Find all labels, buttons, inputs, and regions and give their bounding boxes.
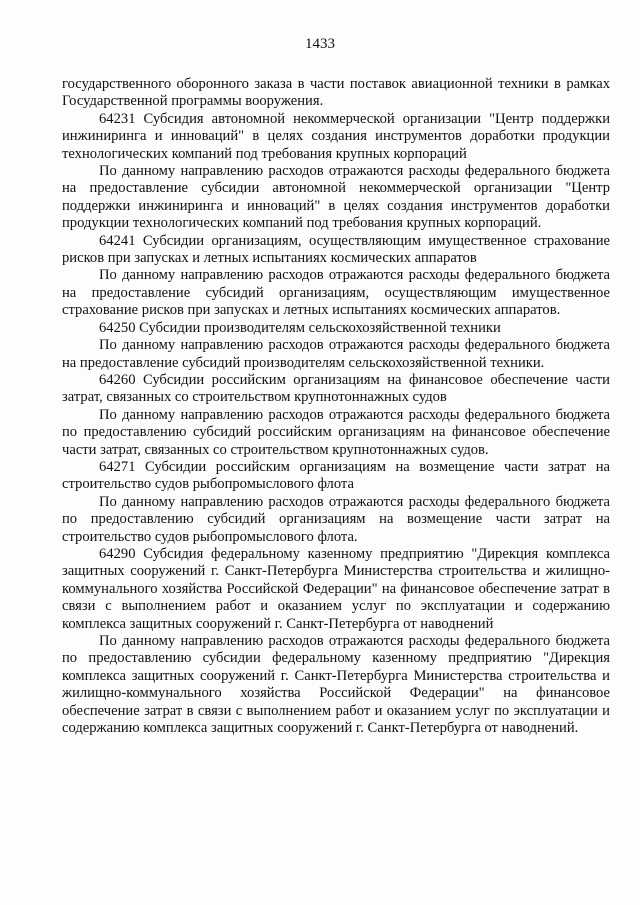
description-64290: По данному направлению расходов отражаются расходы федерального бюджета по предоставлению субсидии федеральному казенному предприятию "Дирекция комплекса защитных сооружений г. Санкт-Петербурга Министерства строительства и жилищно-коммунального хозяйства Российской Федерации" на финансовое обеспечение затрат в связи с выполнением работ и оказанием услуг по эксплуатации и содержанию комплекса защитных сооружений г. Санкт-Петербурга от наводнений. — [62, 633, 610, 737]
heading-64271: 64271 Субсидии российским организациям на возмещение части затрат на строительство судов рыбопромыслового флота — [62, 458, 610, 493]
description-64260: По данному направлению расходов отражаются расходы федерального бюджета по предоставлению субсидий российским организациям на финансовое обеспечение части затрат, связанных со строительством крупнотоннажных судов. — [62, 406, 610, 458]
document-body — [62, 76, 610, 737]
description-64231: По данному направлению расходов отражаются расходы федерального бюджета на предоставление субсидии автономной некоммерческой организации "Центр поддержки инжиниринга и инноваций" в целях создания инструментов доработки продукции технологических компаний под требования крупных корпораций. — [62, 163, 610, 232]
heading-64290: 64290 Субсидия федеральному казенному предприятию "Дирекция комплекса защитных сооружений г. Санкт-Петербурга Министерства строительства и жилищно-коммунального хозяйства Российской Федерации" на финансовое обеспечение затрат в связи с выполнением работ и оказанием услуг по эксплуатации и содержанию комплекса защитных сооружений г. Санкт-Петербурга от наводнений — [62, 545, 610, 632]
page-number: 1433 — [305, 36, 335, 52]
paragraph-continuation: государственного оборонного заказа в части поставок авиационной техники в рамках Государственной программы вооружения. — [62, 76, 610, 110]
description-64241: По данному направлению расходов отражаются расходы федерального бюджета на предоставление субсидий организациям, осуществляющим имущественное страхование рисков при запусках и летных испытаниях космических аппаратов. — [62, 267, 610, 319]
heading-64250: 64250 Субсидии производителям сельскохозяйственной техники — [99, 319, 501, 336]
heading-64231: 64231 Субсидия автономной некоммерческой организации "Центр поддержки инжиниринга и инноваций" в целях создания инструментов доработки продукции технологических компаний под требования крупных корпораций — [62, 110, 610, 162]
heading-64260: 64260 Субсидии российским организациям на финансовое обеспечение части затрат, связанных со строительством крупнотоннажных судов — [62, 371, 610, 406]
heading-64241: 64241 Субсидии организациям, осуществляющим имущественное страхование рисков при запусках и летных испытаниях космических аппаратов — [62, 232, 610, 267]
description-64271: По данному направлению расходов отражаются расходы федерального бюджета по предоставлению субсидий организациям на возмещение части затрат на строительство судов рыбопромыслового флота. — [62, 493, 610, 545]
description-64250: По данному направлению расходов отражаются расходы федерального бюджета на предоставление субсидий производителям сельскохозяйственной техники. — [62, 337, 610, 371]
